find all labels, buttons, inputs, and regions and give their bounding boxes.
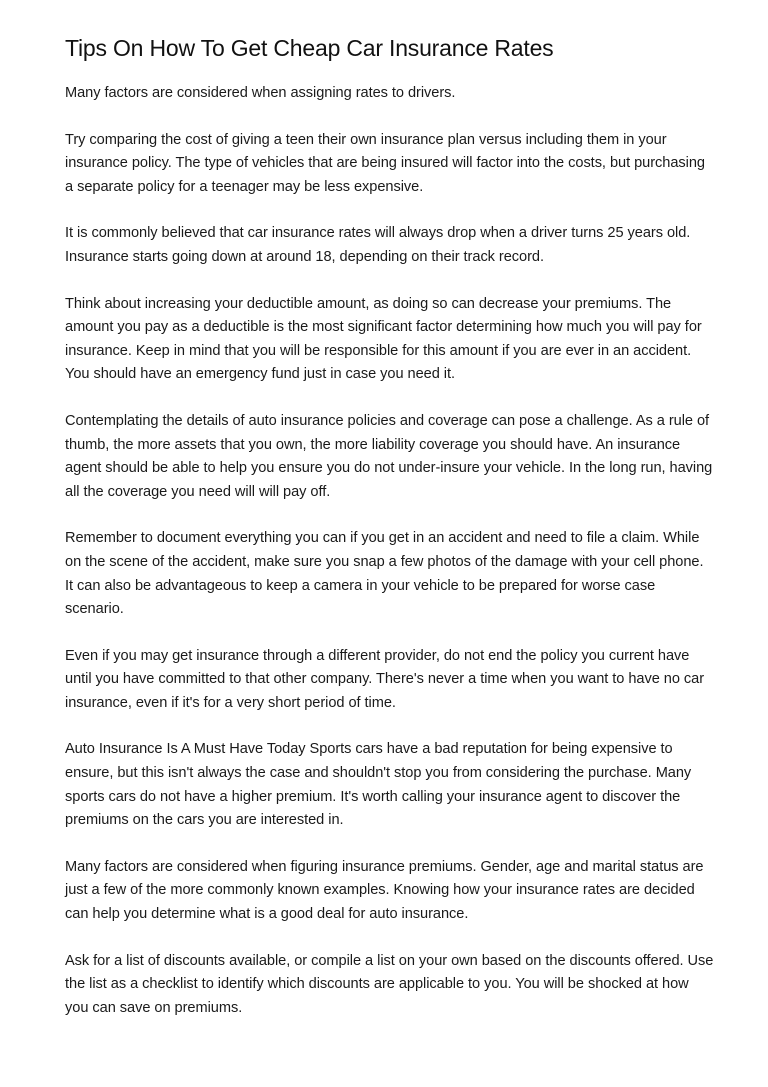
paragraph-switch-provider: Even if you may get insurance through a different provider, do not end the policy you current have until you have committed to that other company. There's never a time when you want to have no car insurance, even if it's for a very short period of time. xyxy=(65,647,705,711)
paragraph-intro: Many factors are considered when assigning rates to drivers. xyxy=(65,85,456,101)
paragraph-discounts: Ask for a list of discounts available, or compile a list on your own based on the discounts offered. Use the list as a checklist to identify which discounts are applicable to you. You will be shocked at how you can save on premiums. xyxy=(65,952,714,1016)
paragraph-factors: Many factors are considered when figuring insurance premiums. Gender, age and marital status are just a few of the more commonly known examples. Knowing how your insurance rates are decided can help you determine what is a good deal for auto insurance. xyxy=(65,858,704,923)
paragraph-deductible: Think about increasing your deductible amount, as doing so can decrease your premiums. The amount you pay as a deductible is the most significant factor determining how much you will pay for insurance. Keep in mind that you will be responsible for this amount if you are ever in an accident. You should have an emergency fund just in case you need it. xyxy=(65,295,702,383)
paragraph-age-25: It is commonly believed that car insurance rates will always drop when a driver turns 25 years old. Insurance starts going down at around 18, depending on their track record. xyxy=(65,225,691,265)
page-title: Tips On How To Get Cheap Car Insurance Rates xyxy=(65,35,554,61)
paragraph-teen-plan: Try comparing the cost of giving a teen their own insurance plan versus including them in your insurance policy. The type of vehicles that are being insured will factor into the costs, but purchasing a separate policy for a teenager may be less expensive. xyxy=(65,131,705,195)
paragraph-coverage: Contemplating the details of auto insurance policies and coverage can pose a challenge. As a rule of thumb, the more assets that you own, the more liability coverage you should have. An insurance agent should be able to help you ensure you do not under-insure your vehicle. In the long run, having all the coverage you need will will pay off. xyxy=(65,412,713,500)
paragraph-sports-cars: Auto Insurance Is A Must Have Today Sports cars have a bad reputation for being expensive to ensure, but this isn't always the case and shouldn't stop you from considering the purchase. Many sports cars do not have a higher premium. It's worth calling your insurance agent to discover the premiums on the cars you are interested in. xyxy=(65,741,692,829)
paragraph-document-accident: Remember to document everything you can if you get in an accident and need to file a claim. While on the scene of the accident, make sure you snap a few photos of the damage with your cell phone. It can also be advantageous to keep a camera in your vehicle to be prepared for worse case scenario. xyxy=(65,530,704,618)
document-page xyxy=(65,30,715,1043)
